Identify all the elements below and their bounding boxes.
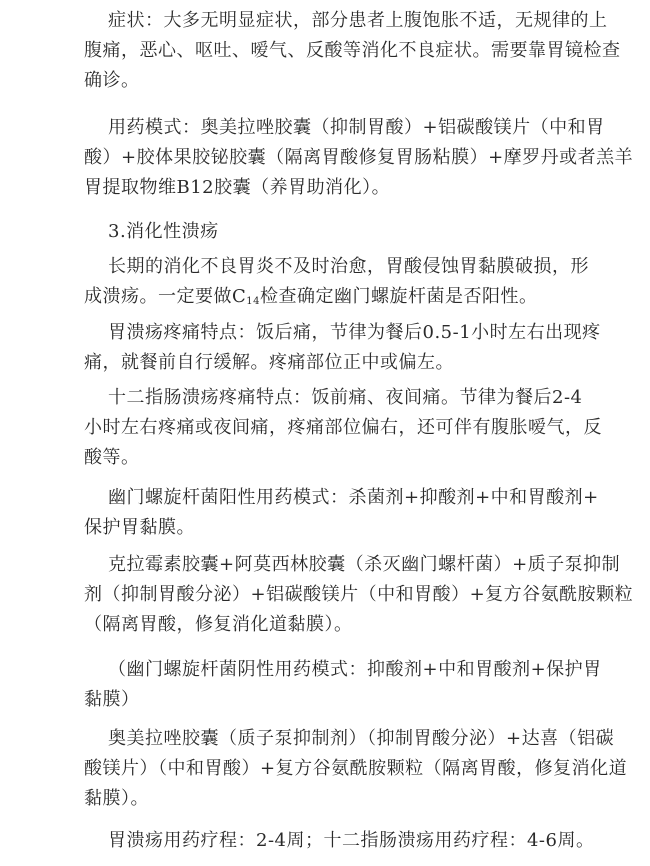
- hp-positive-mode-paragraph: [84, 483, 599, 543]
- text-line: 剂（抑制胃酸分泌）+铝碳酸镁片（中和胃酸）+复方谷氨酰胺颗粒: [84, 584, 634, 605]
- text-line: （幽门螺旋杆菌阴性用药模式：抑酸剂+中和胃酸剂+保护胃: [108, 659, 602, 680]
- text-line: 克拉霉素胶囊+阿莫西林胶囊（杀灭幽门螺杆菌）+质子泵抑制: [108, 554, 621, 575]
- text-line: （隔离胃酸，修复消化道黏膜）。: [84, 614, 353, 635]
- duodenal-ulcer-pain-paragraph: [84, 383, 602, 473]
- text-line: 幽门螺旋杆菌阳性用药模式：杀菌剂+抑酸剂+中和胃酸剂+: [108, 487, 599, 508]
- section-heading: [84, 217, 584, 247]
- gastric-ulcer-pain-paragraph: [84, 318, 601, 378]
- text-line: 奥美拉唑胶囊（质子泵抑制剂）（抑制胃酸分泌）+达喜（铝碳: [108, 728, 615, 749]
- text-line: 成溃疡。一定要做$C_{14}$检查确定幽门螺旋杆菌是否阳性。: [84, 286, 538, 307]
- text-line: 腹痛，恶心、呕吐、嗳气、反酸等消化不良症状。需要靠胃镜检查: [84, 40, 621, 61]
- text-line: 小时左右疼痛或夜间痛，疼痛部位偏右，还可伴有腹胀嗳气，反: [84, 417, 602, 438]
- text-line: 胃溃疡疼痛特点：饭后痛，节律为餐后0.5-1小时左右出现疼: [108, 322, 601, 343]
- hp-positive-drugs-paragraph: [84, 550, 634, 640]
- ulcer-cause-paragraph: [84, 252, 589, 317]
- text-line: 用药模式：奥美拉唑胶囊（抑制胃酸）+铝碳酸镁片（中和胃: [108, 117, 605, 138]
- hp-negative-drugs-paragraph: [84, 724, 628, 814]
- text-line: 症状：大多无明显症状，部分患者上腹饱胀不适，无规律的上: [108, 10, 608, 31]
- text-line: 胃提取物维B12胶囊（养胃助消化）。: [84, 177, 391, 198]
- medication-mode-paragraph: [84, 113, 634, 203]
- text-line: 黏膜）。: [84, 788, 149, 809]
- text-line: 酸镁片）（中和胃酸）+复方谷氨酰胺颗粒（隔离胃酸，修复消化道: [84, 758, 628, 779]
- text-line: 黏膜）: [84, 689, 140, 710]
- treatment-course-paragraph: [84, 826, 595, 856]
- text-line: 确诊。: [84, 70, 140, 91]
- symptoms-paragraph: [84, 6, 621, 96]
- hp-negative-mode-paragraph: [84, 655, 602, 715]
- text-line: 胃溃疡用药疗程：2-4周；十二指肠溃疡用药疗程：4-6周。: [108, 830, 595, 851]
- text-line: 酸）+胶体果胶铋胶囊（隔离胃酸修复胃肠粘膜）+摩罗丹或者羔羊: [84, 147, 634, 168]
- text-line: 保护胃黏膜。: [84, 517, 195, 538]
- text-line: 长期的消化不良胃炎不及时治愈，胃酸侵蚀胃黏膜破损，形: [108, 256, 589, 277]
- text-line: 酸等。: [84, 447, 140, 468]
- heading-text: 3.消化性溃疡: [108, 221, 219, 242]
- text-line: 痛，就餐前自行缓解。疼痛部位正中或偏左。: [84, 352, 454, 373]
- text-line: 十二指肠溃疡疼痛特点：饭前痛、夜间痛。节律为餐后2-4: [108, 387, 583, 408]
